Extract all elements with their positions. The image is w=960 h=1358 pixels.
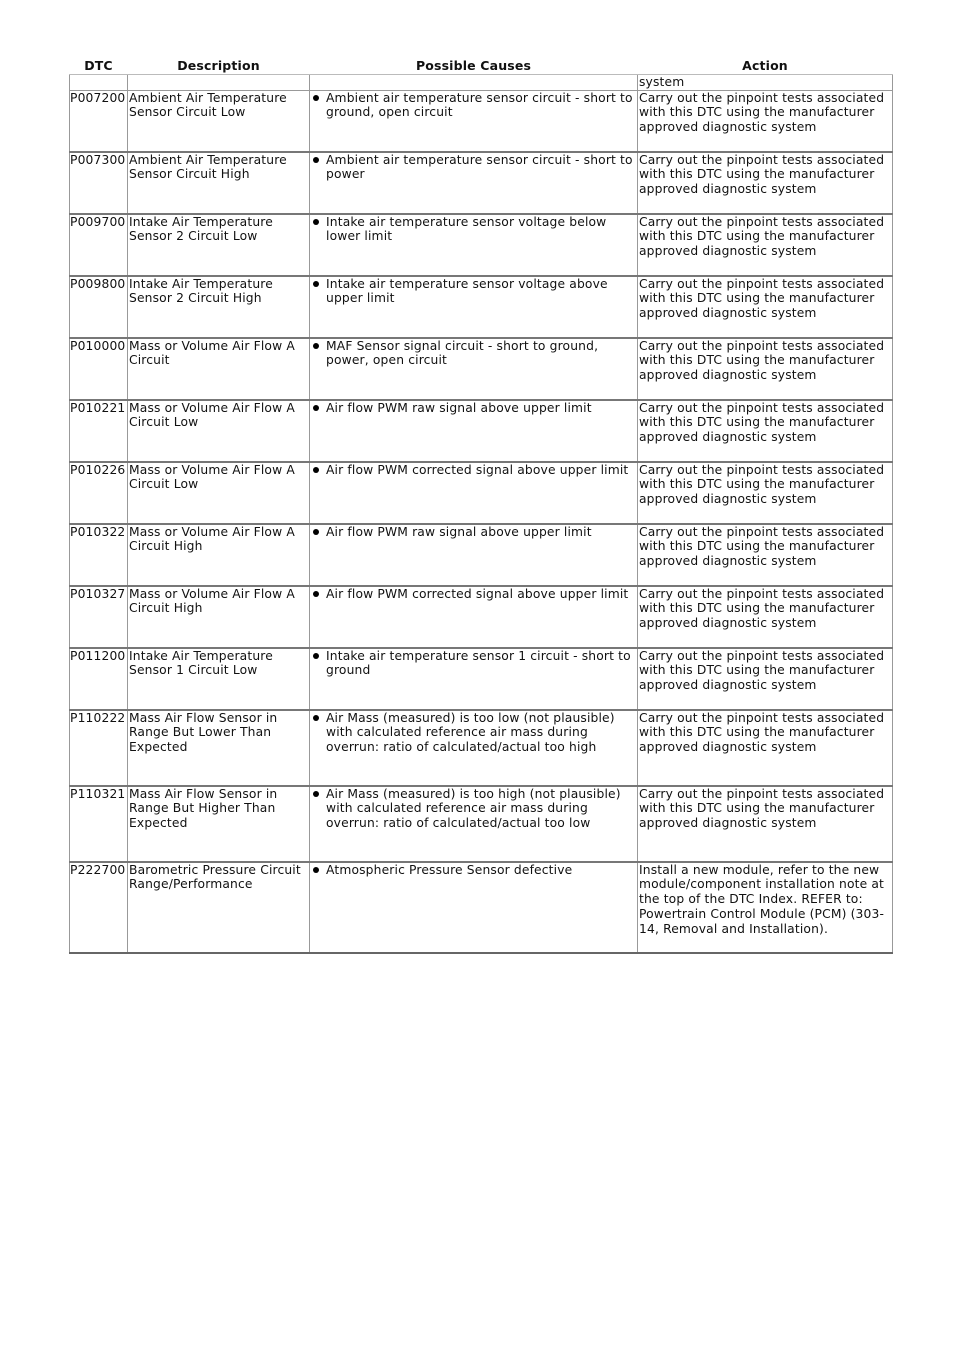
dtc-code: P010221 — [70, 400, 128, 462]
header-action: Action — [638, 58, 893, 75]
cause-text: Ambient air temperature sensor circuit - short to ground, open circuit — [326, 90, 633, 120]
dtc-code: P110222 — [70, 710, 128, 786]
dtc-description: Mass Air Flow Sensor in Range But Lower Than Expected — [128, 710, 310, 786]
possible-cause — [310, 462, 638, 524]
continuation-row — [70, 75, 893, 91]
bullet-icon — [313, 157, 319, 163]
dtc-description: Intake Air Temperature Sensor 2 Circuit Low — [128, 214, 310, 276]
dtc-description: Mass or Volume Air Flow A Circuit High — [128, 586, 310, 648]
bullet-icon — [313, 95, 319, 101]
table-row — [70, 338, 893, 400]
bullet-icon — [313, 591, 319, 597]
dtc-table — [69, 58, 893, 954]
dtc-description: Mass or Volume Air Flow A Circuit — [128, 338, 310, 400]
dtc-description: Ambient Air Temperature Sensor Circuit Low — [128, 90, 310, 152]
possible-cause — [310, 524, 638, 586]
dtc-action: Carry out the pinpoint tests associated with this DTC using the manufacturer approved diagnostic system — [638, 152, 893, 214]
dtc-action: Carry out the pinpoint tests associated with this DTC using the manufacturer approved diagnostic system — [638, 462, 893, 524]
dtc-sheet — [69, 58, 892, 954]
possible-cause — [310, 152, 638, 214]
dtc-code: P010322 — [70, 524, 128, 586]
table-header-row — [70, 58, 893, 75]
dtc-description: Mass or Volume Air Flow A Circuit High — [128, 524, 310, 586]
table-row — [70, 586, 893, 648]
dtc-code: P007300 — [70, 152, 128, 214]
dtc-action: Carry out the pinpoint tests associated with this DTC using the manufacturer approved diagnostic system — [638, 586, 893, 648]
dtc-action: Carry out the pinpoint tests associated with this DTC using the manufacturer approved diagnostic system — [638, 400, 893, 462]
cause-text: Ambient air temperature sensor circuit - short to power — [326, 152, 633, 182]
header-possible-causes: Possible Causes — [310, 58, 638, 75]
cause-text: Air flow PWM corrected signal above upper limit — [326, 586, 629, 601]
table-row — [70, 276, 893, 338]
dtc-code: P011200 — [70, 648, 128, 710]
bullet-icon — [313, 343, 319, 349]
possible-cause — [310, 400, 638, 462]
dtc-action: Carry out the pinpoint tests associated with this DTC using the manufacturer approved diagnostic system — [638, 338, 893, 400]
dtc-code: P010226 — [70, 462, 128, 524]
continuation-cause — [310, 75, 638, 91]
header-description: Description — [128, 58, 310, 75]
bullet-icon — [313, 867, 319, 873]
dtc-description: Mass Air Flow Sensor in Range But Higher Than Expected — [128, 786, 310, 862]
cause-text: Air flow PWM raw signal above upper limit — [326, 524, 592, 539]
dtc-action: Carry out the pinpoint tests associated with this DTC using the manufacturer approved diagnostic system — [638, 276, 893, 338]
dtc-description: Mass or Volume Air Flow A Circuit Low — [128, 400, 310, 462]
cause-text: Intake air temperature sensor voltage below lower limit — [326, 214, 607, 244]
bullet-icon — [313, 715, 319, 721]
header-dtc: DTC — [70, 58, 128, 75]
cause-text: Air Mass (measured) is too low (not plausible) with calculated reference air mass during overrun: ratio of calculated/actual too high — [326, 710, 615, 755]
cause-text: Intake air temperature sensor 1 circuit - short to ground — [326, 648, 631, 678]
cause-text: Air Mass (measured) is too high (not plausible) with calculated reference air mass during overrun: ratio of calculated/actual too low — [326, 786, 621, 831]
dtc-description: Barometric Pressure Circuit Range/Performance — [128, 862, 310, 953]
continuation-dtc — [70, 75, 128, 91]
table-row — [70, 214, 893, 276]
dtc-description: Intake Air Temperature Sensor 1 Circuit Low — [128, 648, 310, 710]
table-row — [70, 90, 893, 152]
dtc-code: P009700 — [70, 214, 128, 276]
dtc-code: P110321 — [70, 786, 128, 862]
possible-cause — [310, 786, 638, 862]
cause-text: Intake air temperature sensor voltage above upper limit — [326, 276, 608, 306]
cause-text: Air flow PWM corrected signal above upper limit — [326, 462, 629, 477]
bullet-icon — [313, 529, 319, 535]
dtc-code: P007200 — [70, 90, 128, 152]
bullet-icon — [313, 653, 319, 659]
dtc-code: P222700 — [70, 862, 128, 953]
bullet-icon — [313, 219, 319, 225]
dtc-action: Carry out the pinpoint tests associated with this DTC using the manufacturer approved diagnostic system — [638, 214, 893, 276]
possible-cause — [310, 586, 638, 648]
bullet-icon — [313, 405, 319, 411]
cause-text: Atmospheric Pressure Sensor defective — [326, 862, 573, 877]
bullet-icon — [313, 791, 319, 797]
table-row — [70, 648, 893, 710]
table-row — [70, 152, 893, 214]
table-row — [70, 862, 893, 953]
cause-text: MAF Sensor signal circuit - short to ground, power, open circuit — [326, 338, 599, 368]
table-row — [70, 462, 893, 524]
dtc-action: Carry out the pinpoint tests associated with this DTC using the manufacturer approved diagnostic system — [638, 710, 893, 786]
possible-cause — [310, 276, 638, 338]
bullet-icon — [313, 281, 319, 287]
dtc-action: Carry out the pinpoint tests associated with this DTC using the manufacturer approved diagnostic system — [638, 648, 893, 710]
dtc-action: Carry out the pinpoint tests associated with this DTC using the manufacturer approved diagnostic system — [638, 524, 893, 586]
possible-cause — [310, 648, 638, 710]
dtc-action: Install a new module, refer to the new module/component installation note at the top of the DTC Index. REFER to: Powertrain Control Module (PCM) (303-14, Removal and Installation). — [638, 862, 893, 953]
dtc-description: Ambient Air Temperature Sensor Circuit High — [128, 152, 310, 214]
dtc-code: P010000 — [70, 338, 128, 400]
possible-cause — [310, 338, 638, 400]
continuation-action: system — [638, 75, 893, 91]
bullet-icon — [313, 467, 319, 473]
table-row — [70, 710, 893, 786]
dtc-code: P009800 — [70, 276, 128, 338]
cause-text: Air flow PWM raw signal above upper limit — [326, 400, 592, 415]
table-row — [70, 786, 893, 862]
dtc-description: Intake Air Temperature Sensor 2 Circuit High — [128, 276, 310, 338]
table-row — [70, 524, 893, 586]
possible-cause — [310, 862, 638, 953]
possible-cause — [310, 90, 638, 152]
dtc-action: Carry out the pinpoint tests associated with this DTC using the manufacturer approved diagnostic system — [638, 786, 893, 862]
possible-cause — [310, 214, 638, 276]
continuation-description — [128, 75, 310, 91]
dtc-action: Carry out the pinpoint tests associated with this DTC using the manufacturer approved diagnostic system — [638, 90, 893, 152]
dtc-code: P010327 — [70, 586, 128, 648]
dtc-description: Mass or Volume Air Flow A Circuit Low — [128, 462, 310, 524]
table-row — [70, 400, 893, 462]
possible-cause — [310, 710, 638, 786]
